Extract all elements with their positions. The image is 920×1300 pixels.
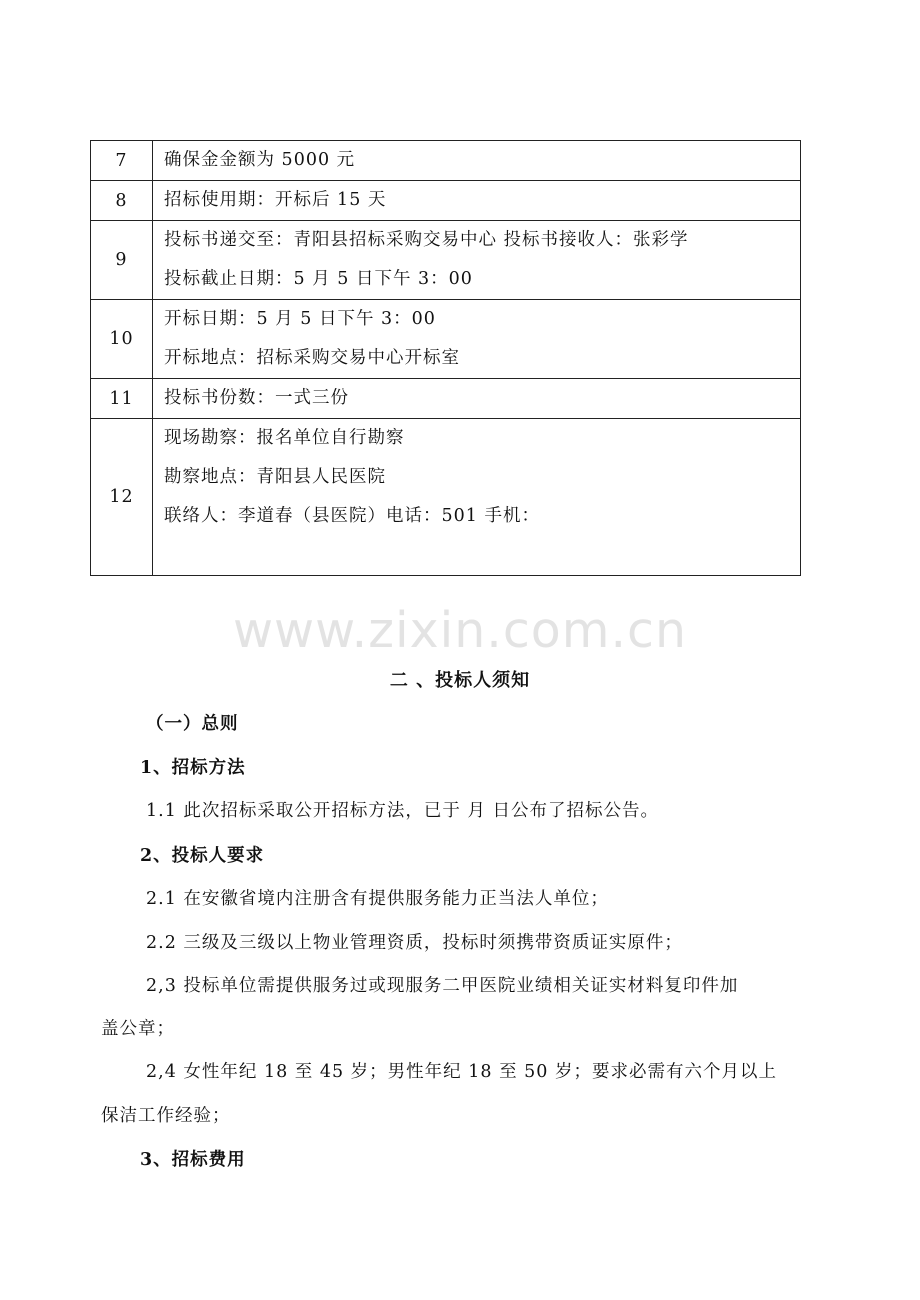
paragraph-2-3-line1: 2,3 投标单位需提供服务过或现服务二甲医院业绩相关证实材料复印件加 <box>146 976 739 996</box>
paragraph-2-1: 2.1 在安徽省境内注册含有提供服务能力正当法人单位； <box>146 889 609 909</box>
heading-bidding-fees: 3、招标费用 <box>140 1150 246 1170</box>
paragraph-1-1: 1.1 此次招标采取公开招标方法，已于 月 日公布了招标公告。 <box>146 801 660 821</box>
table-row <box>91 181 801 221</box>
section-title: 二 、投标人须知 <box>389 670 531 691</box>
watermark: www.zixin.com.cn <box>232 602 688 659</box>
row-number: 10 <box>91 300 153 379</box>
row-line: 投标截止日期：5 月 5 日下午 3：00 <box>164 269 473 289</box>
row-line: 确保金金额为 5000 元 <box>164 150 356 170</box>
bidding-info-table <box>90 140 801 576</box>
paragraph-2-2: 2.2 三级及三级以上物业管理资质，投标时须携带资质证实原件； <box>146 933 683 953</box>
row-line: 投标书份数：一式三份 <box>164 388 349 408</box>
row-number: 11 <box>91 379 153 419</box>
row-content <box>153 221 801 300</box>
row-content <box>153 141 801 181</box>
row-line: 现场勘察：报名单位自行勘察 <box>164 428 405 448</box>
row-line: 联络人：李道春（县医院）电话：501 手机： <box>164 506 540 526</box>
row-line: 投标书递交至：青阳县招标采购交易中心 投标书接收人：张彩学 <box>164 230 689 250</box>
table-row <box>91 300 801 379</box>
heading-bidder-requirements: 2、投标人要求 <box>140 846 265 866</box>
heading-bidding-method: 1、招标方法 <box>140 758 246 778</box>
paragraph-2-3-line2: 盖公章； <box>101 1019 175 1039</box>
paragraph-2-4-line2: 保洁工作经验； <box>101 1106 231 1126</box>
subsection-title: （一）总则 <box>146 714 239 734</box>
row-content <box>153 300 801 379</box>
row-content <box>153 379 801 419</box>
row-line: 开标地点：招标采购交易中心开标室 <box>164 348 460 368</box>
row-line: 招标使用期：开标后 15 天 <box>164 190 387 210</box>
row-number: 9 <box>91 221 153 300</box>
table-row <box>91 141 801 181</box>
row-number: 8 <box>91 181 153 221</box>
row-line: 开标日期：5 月 5 日下午 3：00 <box>164 309 436 329</box>
paragraph-2-4-line1: 2,4 女性年纪 18 至 45 岁；男性年纪 18 至 50 岁；要求必需有六个月以上 <box>146 1062 777 1082</box>
table-row <box>91 221 801 300</box>
row-number: 12 <box>91 419 153 576</box>
table-row <box>91 419 801 576</box>
table-row <box>91 379 801 419</box>
row-number: 7 <box>91 141 153 181</box>
row-line: 勘察地点：青阳县人民医院 <box>164 467 386 487</box>
row-content <box>153 419 801 576</box>
row-content <box>153 181 801 221</box>
